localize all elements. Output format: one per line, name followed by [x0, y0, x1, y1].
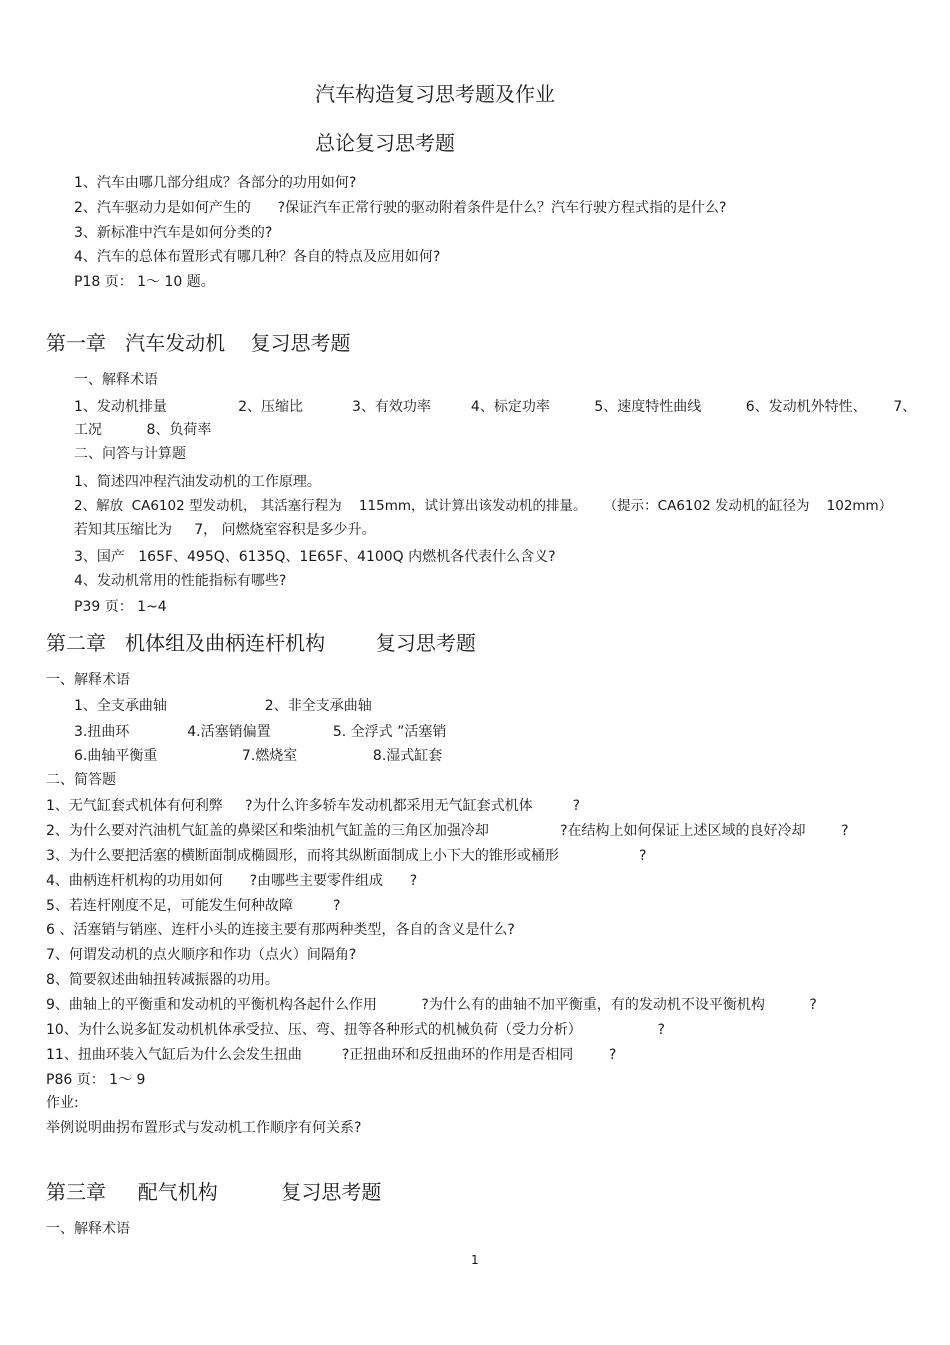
intro-question-3: 3、新标准中汽车是如何分类的? — [74, 225, 273, 241]
intro-heading: 总论复习思考题 — [315, 131, 455, 155]
ch2-page-ref: P86 页： 1～ 9 — [46, 1072, 146, 1088]
ch1-section-questions: 二、问答与计算题 — [74, 446, 186, 462]
ch1-question-2b: 若知其压缩比为 7， 问燃烧室容积是多少升。 — [74, 522, 376, 538]
chapter-2-heading: 第二章 机体组及曲柄连杆机构 复习思考题 — [46, 631, 476, 655]
ch2-question-5: 5、若连杆刚度不足，可能发生何种故障 ? — [46, 898, 341, 914]
ch2-homework-question: 举例说明曲拐布置形式与发动机工作顺序有何关系? — [46, 1120, 362, 1136]
document-title: 汽车构造复习思考题及作业 — [315, 82, 555, 106]
ch1-question-3: 3、国产 165F、495Q、6135Q、1E65F、4100Q 内燃机各代表什么含义? — [74, 549, 556, 565]
ch2-question-4: 4、曲柄连杆机构的功用如何 ?由哪些主要零件组成 ? — [46, 873, 418, 889]
ch1-question-4: 4、发动机常用的性能指标有哪些? — [74, 573, 287, 589]
ch2-terms-line-3: 6.曲轴平衡重 7.燃烧室 8.湿式缸套 — [74, 748, 443, 764]
ch1-question-1: 1、简述四冲程汽油发动机的工作原理。 — [74, 474, 321, 490]
ch2-homework-label: 作业: — [46, 1095, 79, 1111]
ch2-terms-line-1: 1、全支承曲轴 2、非全支承曲轴 — [74, 698, 372, 714]
ch1-terms-line-1: 1、发动机排量 2、压缩比 3、有效功率 4、标定功率 5、速度特性曲线 6、发动机外特性、 7、 — [74, 399, 917, 415]
ch2-question-11: 11、扭曲环装入气缸后为什么会发生扭曲 ?正扭曲环和反扭曲环的作用是否相同 ? — [46, 1047, 617, 1063]
ch3-section-terms: 一、解释术语 — [46, 1221, 130, 1237]
ch2-question-7: 7、何谓发动机的点火顺序和作功（点火）间隔角? — [46, 947, 357, 963]
chapter-3-heading: 第三章 配气机构 复习思考题 — [46, 1180, 382, 1204]
ch2-question-3: 3、为什么要把活塞的横断面制成椭圆形，而将其纵断面制成上小下大的锥形或桶形 ? — [46, 848, 647, 864]
intro-question-4: 4、汽车的总体布置形式有哪几种？各自的特点及应用如何? — [74, 249, 441, 265]
intro-question-2: 2、汽车驱动力是如何产生的 ?保证汽车正常行驶的驱动附着条件是什么？汽车行驶方程式指的是什么? — [74, 200, 727, 216]
ch1-section-terms: 一、解释术语 — [74, 372, 158, 388]
page-number: 1 — [471, 1253, 479, 1267]
intro-question-1: 1、汽车由哪几部分组成？各部分的功用如何? — [74, 175, 357, 191]
ch1-terms-line-2: 工况 8、负荷率 — [74, 422, 212, 438]
ch2-question-1: 1、无气缸套式机体有何利弊 ?为什么许多轿车发动机都采用无气缸套式机体 ? — [46, 798, 581, 814]
ch1-page-ref: P39 页： 1~4 — [74, 599, 167, 615]
intro-page-ref: P18 页： 1～ 10 题。 — [74, 274, 215, 290]
ch1-question-2a: 2、解放 CA6102 型发动机， 其活塞行程为 115mm，试计算出该发动机的排量。 （提示：CA6102 发动机的缸径为 102mm） — [74, 498, 893, 514]
ch2-question-10: 10、为什么说多缸发动机机体承受拉、压、弯、扭等各种形式的机械负荷（受力分析） ? — [46, 1022, 665, 1038]
ch2-question-6: 6 、活塞销与销座、连杆小头的连接主要有那两种类型，各自的含义是什么? — [46, 922, 515, 938]
ch2-question-2: 2、为什么要对汽油机气缸盖的鼻梁区和柴油机气缸盖的三角区加强冷却 ?在结构上如何保证上述区域的良好冷却 ? — [46, 823, 849, 839]
ch2-section-questions: 二、简答题 — [46, 772, 116, 788]
chapter-1-heading: 第一章 汽车发动机 复习思考题 — [46, 331, 351, 355]
ch2-section-terms: 一、解释术语 — [46, 672, 130, 688]
ch2-question-9: 9、曲轴上的平衡重和发动机的平衡机构各起什么作用 ?为什么有的曲轴不加平衡重，有的发动机不设平衡机构 ? — [46, 997, 817, 1013]
ch2-terms-line-2: 3.扭曲环 4.活塞销偏置 5. 全浮式 ”活塞销 — [74, 724, 447, 740]
ch2-question-8: 8、简要叙述曲轴扭转减振器的功用。 — [46, 972, 279, 988]
